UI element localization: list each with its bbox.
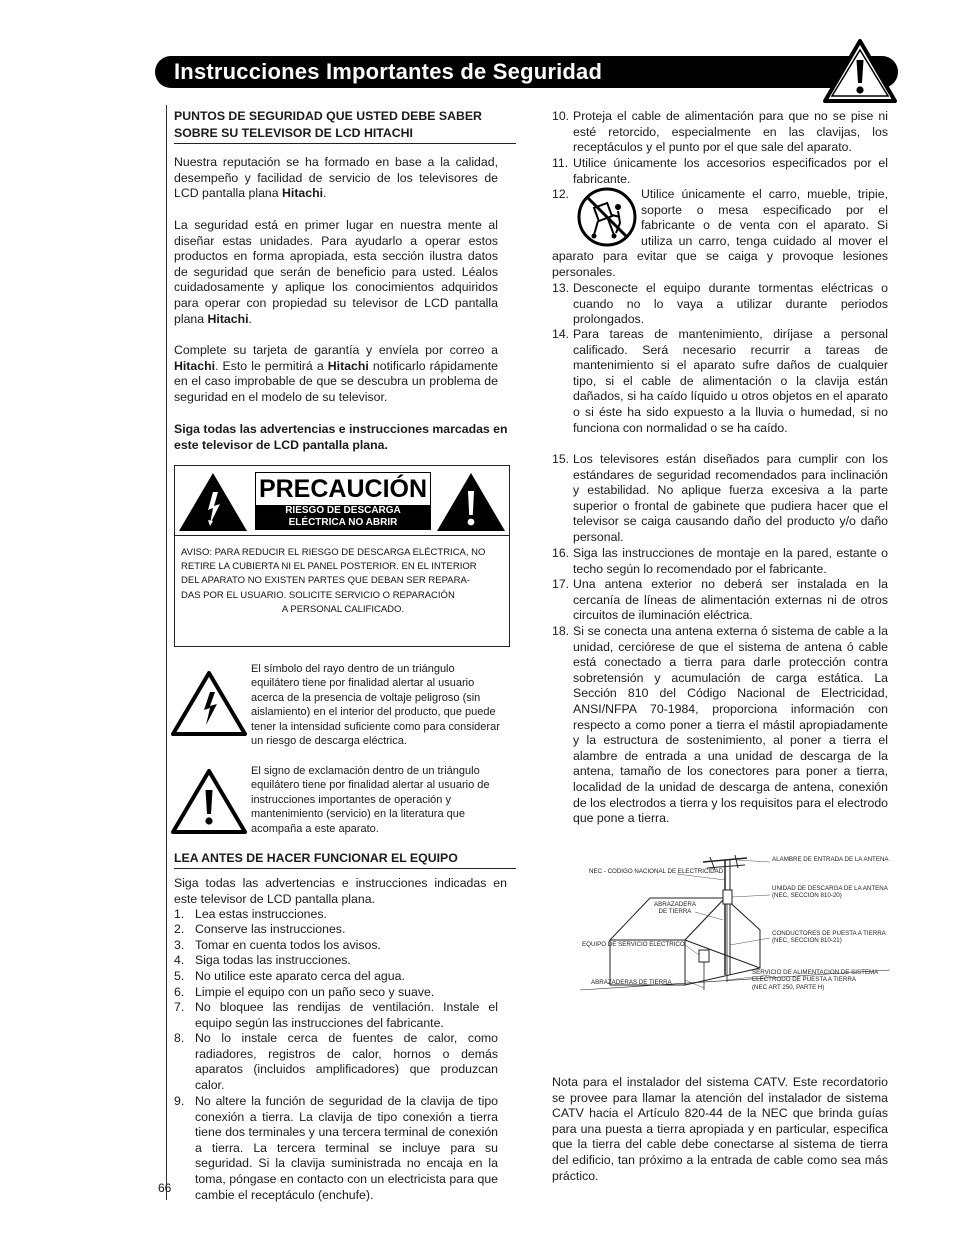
list-item: 4. Siga todas las instrucciones.	[174, 953, 351, 967]
warning-triangle-icon	[822, 38, 898, 104]
antenna-label-line: ELECTRODO DE PUESTA A TIERRA	[752, 976, 856, 984]
antenna-label-unidad	[772, 885, 888, 900]
lightning-symbol-icon	[170, 670, 248, 738]
safety-paragraph: La seguridad está en primer lugar en nuestra mente al diseñar estas unidades. Para ayudarlo a operar estos productos en forma apropiada, esta sección ilustra datos de seguridad que serán de beneficio para usted. Léalos cuidadosamente y aplique los conocimientos adquiridos para operar con propiedad su televisor de LCD pantalla plana Hitachi.	[174, 218, 498, 326]
list-item: 15. Los televisores están diseñados para cumplir con los estándares de seguridad recomendados para inclinación y estabilidad. No aplique fuerza excesiva a la parte superior o frontal de gabinete que pudiera hacer que el televisor se caiga causando daño del producto y/o daño personal.	[552, 452, 888, 544]
caution-header-row	[175, 466, 509, 536]
warranty-paragraph: Complete su tarjeta de garantía y envíela por correo a Hitachi. Esto le permitirá a Hitachi notificarlo rápidamente en el caso improbable de que se descubra un problema de seguridad en el modelo de su televisor.	[174, 343, 498, 404]
intro-paragraph: Nuestra reputación se ha formado en base a la calidad, desempeño y facilidad de servicio de los televisores de LCD pantalla plana Hitachi.	[174, 155, 498, 201]
page-number: 66	[158, 1181, 172, 1195]
precaucion-sub-line2: ELÉCTRICA NO ABRIR	[288, 517, 398, 528]
list-item: 10. Proteja el cable de alimentación para que no se pise ni esté retorcido, especialmente en las clavijas, los receptáculos y el punto por el que sale del aparato.	[552, 109, 888, 155]
page-title: Instrucciones Importantes de Seguridad	[174, 59, 603, 84]
antenna-label-line: SERVICIO DE ALIMENTACION DE SISTEMA	[752, 969, 879, 976]
follow-warnings-note: Siga todas las advertencias e instrucciones marcadas en este televisor de LCD pantalla plana.	[174, 422, 508, 452]
lightning-symbol-description: El símbolo del rayo dentro de un triángulo equilátero tiene por finalidad alertar al usuario acerca de la presencia de voltaje peligroso (sin aislamiento) en el interior del producto, que puede tener la intensidad suficiente como para considerar un riesgo de descarga eléctrica.	[251, 663, 500, 748]
list-item: 16. Siga las instrucciones de montaje en la pared, estante o techo según lo recomendado por el fabricante.	[552, 546, 888, 576]
caution-notice-line: DEL APARATO NO EXISTEN PARTES QUE DEBAN SER REPARA-	[181, 575, 470, 587]
caution-box	[174, 465, 510, 647]
list-item: 13. Desconecte el equipo durante tormentas eléctricas o cuando no lo vaya a utilizar durante periodos prolongados.	[552, 281, 888, 327]
precaucion-title: PRECAUCIÓN	[258, 475, 428, 503]
caution-notice-line: RETIRE LA CUBIERTA NI EL PANEL POSTERIOR. EN EL INTERIOR	[181, 561, 477, 573]
precaucion-label	[255, 472, 431, 530]
exclamation-warning-icon	[435, 470, 507, 534]
cart-warning-icon	[576, 187, 638, 247]
antenna-label-alambre: ALAMBRE DE ENTRADA DE LA ANTENA	[772, 856, 889, 863]
lightning-warning-icon	[177, 470, 249, 534]
list-item: 17. Una antena exterior no deberá ser instalada en la cercanía de líneas de alimentación externas ni de otros circuitos de iluminación eléctrica.	[552, 577, 888, 623]
list-item: 6. Limpie el equipo con un paño seco y suave.	[174, 985, 435, 999]
caution-notice-text	[181, 546, 505, 617]
list-item: 1. Lea estas instrucciones.	[174, 907, 327, 921]
antenna-label-abrazadera	[652, 901, 698, 916]
antenna-label-conductores	[772, 930, 886, 945]
list-item: 9. No altere la función de seguridad de la clavija de tipo conexión a tierra. La clavija de tipo conexión a tierra tiene dos terminales y una tercera terminal de conexión a tierra. La tercera terminal se incluye para su seguridad. Si la clavija suministrada no encaja en la toma, póngase en contacto con un electricista para que cambie el receptáculo (enchufe).	[174, 1094, 498, 1202]
list-item: 7. No bloquee las rendijas de ventilación. Instale el equipo según las instrucciones del fabricante.	[174, 1000, 498, 1030]
antenna-label-line: (NEC, SECCION 810-20)	[772, 892, 842, 900]
antenna-label-line: (NEC, SECCION 810-21)	[772, 937, 842, 945]
antenna-label-equipo: EQUIPO DE SERVICIO ELECTRICO	[582, 941, 685, 948]
section-heading-safety-points: PUNTOS DE SEGURIDAD QUE USTED DEBE SABER SOBRE SU TELEVISOR DE LCD HITACHI	[174, 108, 516, 144]
antenna-label-nec: NEC - CODIGO NACIONAL DE ELECTRICIDAD	[589, 868, 724, 875]
antenna-label-line: ABRAZADERA	[654, 901, 696, 908]
precaucion-subtitle	[256, 505, 430, 529]
section-heading-read-before: LEA ANTES DE HACER FUNCIONAR EL EQUIPO	[174, 850, 516, 869]
caution-notice-line: AVISO: PARA REDUCIR EL RIESGO DE DESCARGA ELÉCTRICA, NO	[181, 547, 486, 558]
exclamation-symbol-description: El signo de exclamación dentro de un triángulo equilátero tiene por finalidad alertar al usuario de instrucciones importantes de operación y mantenimiento (servicio) en la literatura que acompaña a este aparato.	[251, 765, 490, 835]
list-item: 11. Utilice únicamente los accesorios especificados por el fabricante.	[552, 156, 888, 186]
precaucion-sub-line1: RIESGO DE DESCARGA	[285, 505, 401, 516]
follow-instructions-paragraph: Siga todas las advertencias e instrucciones indicadas en este televisor de LCD pantalla plana.	[174, 876, 507, 906]
exclamation-symbol-icon	[170, 768, 248, 836]
antenna-label-abrazaderas: ABRAZADERAS DE TIERRA	[591, 979, 672, 986]
list-item: 14. Para tareas de mantenimiento, diríjase a personal calificado. Será necesario recurrir a tareas de mantenimiento si el aparato sufre daños de cualquier tipo, si el cable de alimentación o la clavija están dañados, si ha caído líquido u otros objetos en el aparato o si éste ha sido expuesto a la lluvia o humedad, si no funciona con normalidad o se ha caído.	[552, 327, 888, 435]
column-divider	[166, 105, 167, 1200]
list-item: 12. Utilice únicamente el carro, mueble, tripie, soporte o mesa especificado por el fabricante o de venta con el aparato. Si utiliza un carro, tenga cuidado al mover el aparato para evitar que se caiga y provoque lesiones personales.	[552, 187, 888, 279]
caution-notice-line: DAS POR EL USUARIO. SOLICITE SERVICIO O REPARACIÓN	[181, 589, 455, 601]
antenna-label-line: CONDUCTORES DE PUESTA A TIERRA	[772, 930, 886, 937]
antenna-label-line: (NEC ART 250, PARTE H)	[752, 983, 825, 991]
list-item: 3. Tomar en cuenta todos los avisos.	[174, 938, 381, 952]
caution-notice-line: A PERSONAL CALIFICADO.	[281, 603, 405, 615]
list-item: 5. No utilice este aparato cerca del agua.	[174, 969, 405, 983]
catv-installer-note: Nota para el instalador del sistema CATV. Este recordatorio se provee para llamar la atención del instalador de sistema CATV hacia el Artículo 820-44 de la NEC que brinda guías para una puesta a tierra apropiada y en particular, especifica que la tierra del cable debe conectarse al sistema de tierra del edificio, tan próximo a la entrada de cable como sea más práctico.	[552, 1075, 888, 1183]
item-12-text: Utilice únicamente el carro, mueble, tripie, soporte o mesa especificado por el fabricante o de venta con el aparato. Si utiliza un carro, tenga cuidado al mover el aparato para evitar que se caiga y provoque lesiones personales.	[552, 187, 888, 279]
antenna-label-line: DE TIERRA	[658, 908, 692, 916]
list-item: 18. Si se conecta una antena externa ó sistema de cable a la unidad, cerciórese de que el sistema de antena ó cable está conectado a tierra para darle protección contra sobretensión y acumulación de carga estática. La Sección 810 del Código Nacional de Electricidad, ANSI/NFPA 70-1984, proporciona información con respecto a como poner a tierra el mástil apropiadamente y la estructura de sostenimiento, al poner a tierra el alambre de entrada a una unidad de descarga de la antena, tamaño de los conectores para poner a tierra, localidad de la unidad de descarga de antena, conexión de los electrodos a tierra y los requisitos para el electrodo que pone a tierra.	[552, 624, 888, 826]
list-item: 8. No lo instale cerca de fuentes de calor, como radiadores, registros de calor, hornos o demás aparatos (incluidos amplificadores) que produzcan calor.	[174, 1031, 498, 1092]
antenna-label-line: UNIDAD DE DESCARGA DE LA ANTENA	[772, 885, 888, 892]
list-item: 2. Conserve las instrucciones.	[174, 922, 346, 936]
antenna-label-servicio	[752, 969, 878, 991]
